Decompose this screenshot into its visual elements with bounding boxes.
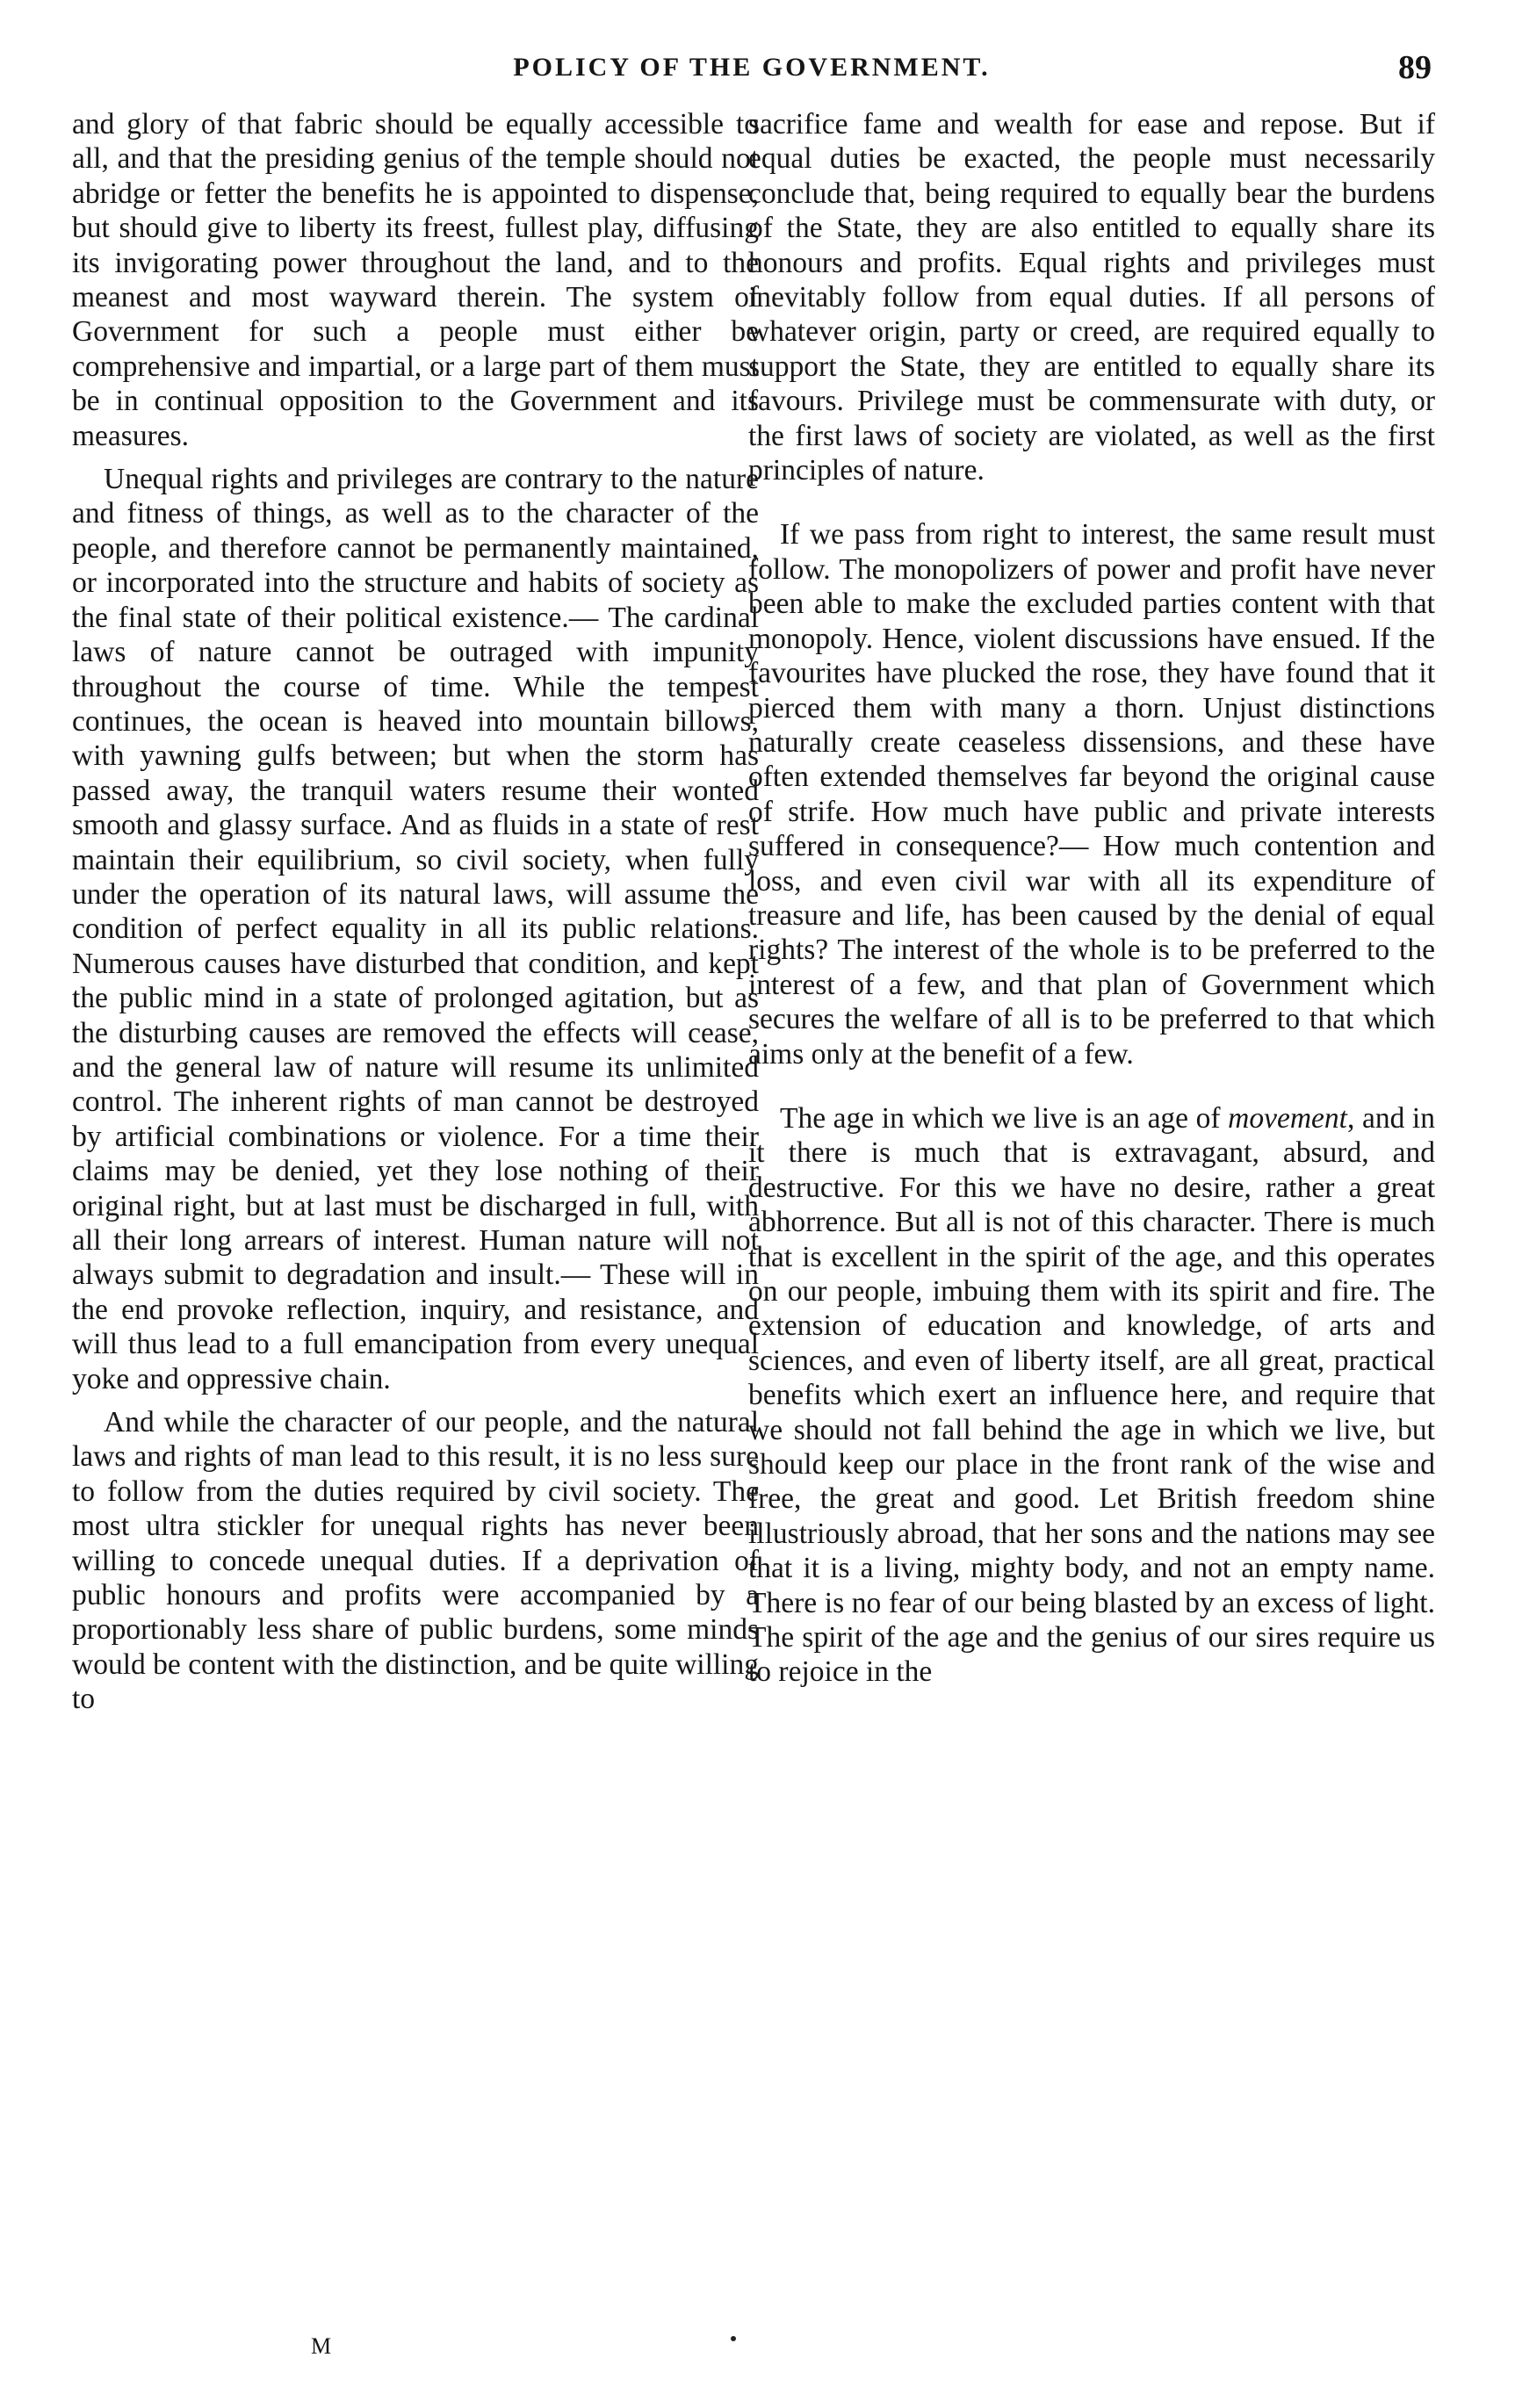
paragraph-unequal-rights: Unequal rights and privileges are contrary to the nature and fitness of things, as well as to the character of the people, and therefore cannot be permanently maintained, or incorporated into the structure and habits of society as the final state of their political existence.— The cardinal laws of nature cannot be outraged with impunity throughout the course of time. While the tempest continues, the ocean is heaved into mountain billows, with yawning gulfs between; but when the storm has passed away, the tranquil waters resume their wonted smooth and glassy surface. And as fluids in a state of rest maintain their equilibrium, so civil society, when fully under the operation of its natural laws, will assume the condition of perfect equality in all its public relations. Numerous causes have disturbed that condition, and kept the public mind in a state of prolonged agitation, but as the disturbing causes are removed the effects will cease, and the general law of nature will resume its unlimited control. The inherent rights of man cannot be destroyed by artificial combinations or violence. For a time their claims may be denied, yet they lose nothing of their original right, but at last must be discharged in full, with all their long arrears of interest. Human nature will not always submit to degradation and insult.— These will in the end provoke reflection, inquiry, and resistance, and will thus lead to a full emancipation from every unequal yoke and oppressive chain. bbox=[72, 463, 759, 1395]
running-title: POLICY OF THE GOVERNMENT. bbox=[513, 53, 991, 82]
right-column bbox=[748, 107, 1435, 1690]
left-column bbox=[72, 107, 759, 1717]
emphasis-movement: movement bbox=[1228, 1101, 1347, 1135]
ink-dot bbox=[731, 2336, 736, 2341]
paragraph-civil-duties: And while the character of our people, and the natural laws and rights of man lead to this result, it is no less sure to follow from the duties required by civil society. The most ultra stickler for unequal rights has never been willing to concede unequal duties. If a deprivation of public honours and profits were accompanied by a proportionably less share of public burdens, some minds would be content with the distinction, and be quite willing to bbox=[72, 1406, 759, 1716]
running-head bbox=[72, 46, 1432, 90]
paragraph-equal-duties: sacrifice fame and wealth for ease and repose. But if equal duties be exacted, the people must necessarily conclude that, being required to equally bear the burdens of the State, they are also entitled to equally share its honours and profits. Equal rights and privileges must inevitably follow from equal duties. If all persons of whatever origin, party or creed, are required equally to support the State, they are entitled to equally share its favours. Privilege must be commensurate with duty, or the first laws of society are violated, as well as the first principles of nature. bbox=[748, 108, 1435, 487]
page-number: 89 bbox=[1398, 49, 1432, 86]
paragraph-age-of-movement bbox=[748, 1101, 1435, 1690]
paragraph-right-to-interest: If we pass from right to interest, the same result must follow. The monopolizers of power and profit have never been able to make the excluded parties content with that monopoly. Hence, violent discussions have ensued. If the favourites have plucked the rose, they have found that it pierced them with many a thorn. Unjust distinctions naturally create ceaseless dissensions, and these have often extended themselves far beyond the original cause of strife. How much have public and private interests suffered in consequence?— How much contention and loss, and even civil war with all its expenditure of treasure and life, has been caused by the denial of equal rights? The interest of the whole is to be preferred to the interest of a few, and that plan of Government which secures the welfare of all is to be preferred to that which aims only at the benefit of a few. bbox=[748, 518, 1435, 1071]
text-segment: , and in it there is much that is extravagant, absurd, and destructive. For this we have no desire, rather a great abhorrence. But all is not of this character. There is much that is excellent in the spirit of the age, and this operates on our people, imbuing them with its spirit and fire. The extension of education and knowledge, of arts and sciences, and even of liberty itself, are all great, practical benefits which exert an influence here, and require that we should not fall behind the age in which we live, but should keep our place in the front rank of the wise and free, the great and good. Let British freedom shine illustriously abroad, that her sons and the nations may see that it is a living, mighty body, and not an empty name. There is no fear of our being blasted by an excess of light. The spirit of the age and the genius of our sires require us to rejoice in the bbox=[748, 1101, 1435, 1689]
paragraph-continued: and glory of that fabric should be equally accessible to all, and that the presiding genius of the temple should not abridge or fetter the benefits he is appointed to dispense, but should give to liberty its freest, fullest play, diffusing its invigorating power throughout the land, and to the meanest and most wayward therein. The system of Government for such a people must either be comprehensive and impartial, or a large part of them must be in continual opposition to the Government and its measures. bbox=[72, 108, 759, 452]
signature-mark: M bbox=[311, 2333, 332, 2359]
text-segment: The age in which we live is an age of bbox=[780, 1101, 1229, 1135]
